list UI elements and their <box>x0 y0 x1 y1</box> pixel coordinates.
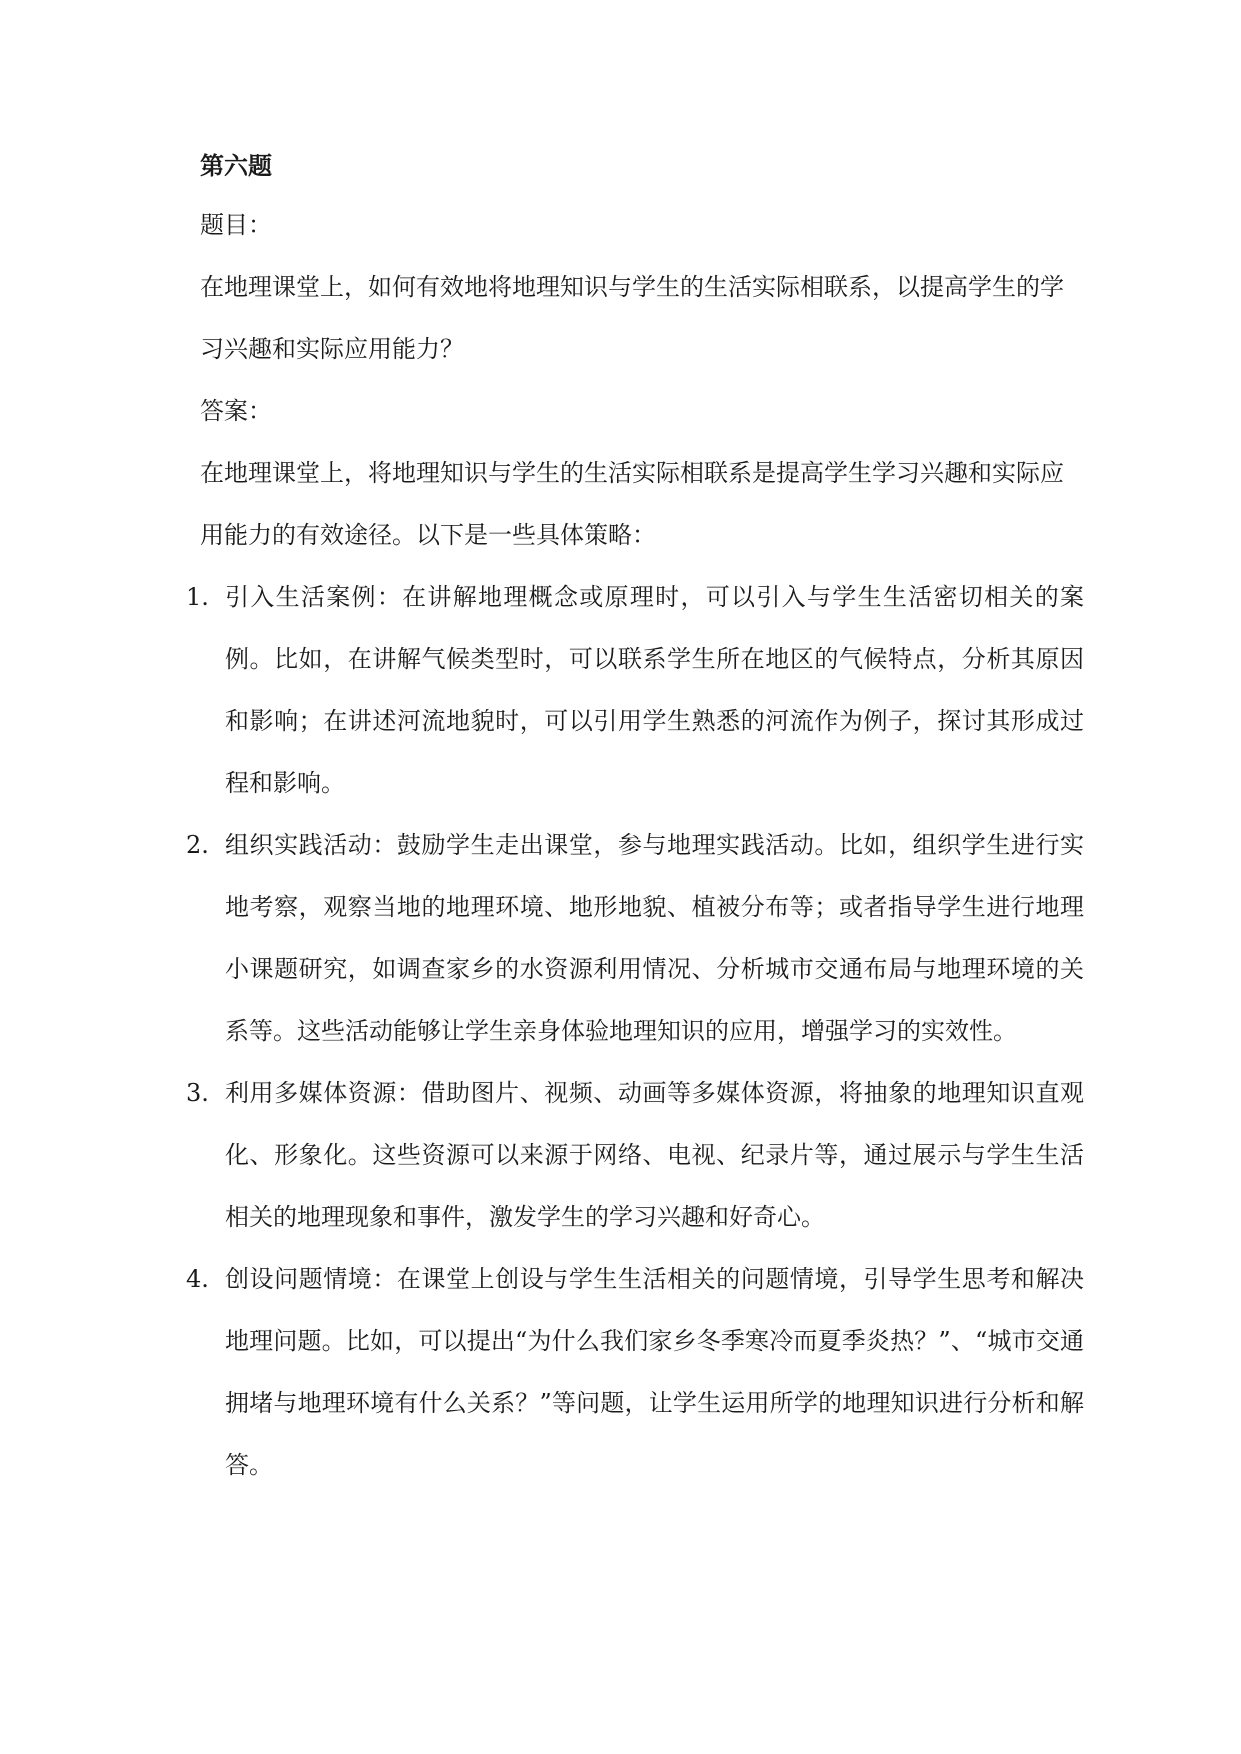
list-item <box>186 566 1084 814</box>
list-item <box>186 1248 1084 1496</box>
list-item-number: 1. <box>186 583 209 611</box>
list-item <box>186 1062 1084 1248</box>
list-item <box>186 814 1084 1062</box>
list-item-number: 2. <box>186 831 209 859</box>
question-text: 在地理课堂上，如何有效地将地理知识与学生的生活实际相联系，以提高学生的学习兴趣和实际应用能力？ <box>200 273 1064 363</box>
list-item-text: 创设问题情境：在课堂上创设与学生生活相关的问题情境，引导学生思考和解决地理问题。比如，可以提出“为什么我们家乡冬季寒冷而夏季炎热？”、“城市交通拥堵与地理环境有什么关系？”等问题，让学生运用所学的地理知识进行分析和解答。 <box>225 1265 1084 1479</box>
list-item-number: 3. <box>186 1079 209 1107</box>
answer-intro: 在地理课堂上，将地理知识与学生的生活实际相联系是提高学生学习兴趣和实际应用能力的有效途径。以下是一些具体策略： <box>200 459 1064 549</box>
list-item-text: 引入生活案例：在讲解地理概念或原理时，可以引入与学生生活密切相关的案例。比如，在讲解气候类型时，可以联系学生所在地区的气候特点，分析其原因和影响；在讲述河流地貌时，可以引用学生熟悉的河流作为例子，探讨其形成过程和影响。 <box>225 583 1084 797</box>
list-item-number: 4. <box>186 1265 209 1293</box>
list-item-text: 利用多媒体资源：借助图片、视频、动画等多媒体资源，将抽象的地理知识直观化、形象化。这些资源可以来源于网络、电视、纪录片等，通过展示与学生生活相关的地理现象和事件，激发学生的学习兴趣和好奇心。 <box>225 1079 1084 1231</box>
page-title: 第六题 <box>200 151 272 180</box>
list-item-text: 组织实践活动：鼓励学生走出课堂，参与地理实践活动。比如，组织学生进行实地考察，观察当地的地理环境、地形地貌、植被分布等；或者指导学生进行地理小课题研究，如调查家乡的水资源利用情况、分析城市交通布局与地理环境的关系等。这些活动能够让学生亲身体验地理知识的应用，增强学习的实效性。 <box>225 831 1084 1045</box>
answer-label: 答案： <box>200 397 272 425</box>
question-label: 题目： <box>200 211 272 239</box>
